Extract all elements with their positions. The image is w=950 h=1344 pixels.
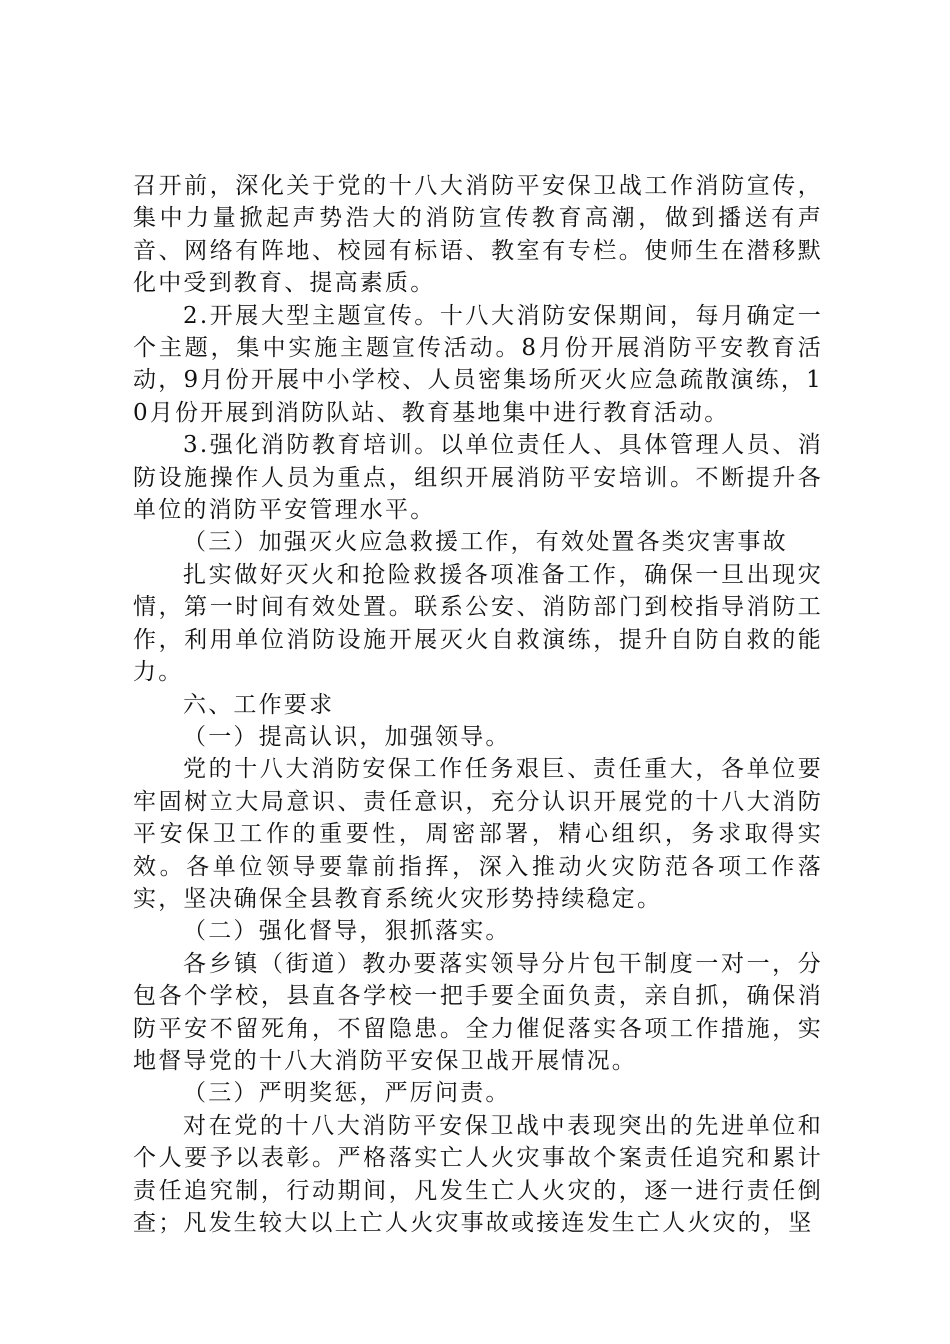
subheading-awareness: （一）提高认识，加强领导。 — [183, 723, 511, 750]
paragraph-publicity-continued: 召开前，深化关于党的十八大消防平安保卫战工作消防宣传，集中力量掀起声势浩大的消防宣传教育高潮，做到播送有声音、网络有阵地、校园有标语、教室有专栏。使师生在潜移默化中受到教育、提高素质。 — [133, 173, 823, 297]
paragraph-supervision: 各乡镇（街道）教办要落实领导分片包干制度一对一，分包各个学校，县直各学校一把手要全面负责，亲自抓，确保消防平安不留死角，不留隐患。全力催促落实各项工作措施，实地督导党的十八大消防平安保卫战开展情况。 — [133, 950, 823, 1074]
section-heading-rescue: （三）加强灭火应急救援工作，有效处置各类灾害事故 — [183, 529, 788, 556]
section-heading-requirements: 六、工作要求 — [183, 691, 335, 718]
subheading-accountability: （三）严明奖惩，严厉问责。 — [183, 1080, 511, 1107]
subheading-supervision: （二）强化督导，狠抓落实。 — [183, 918, 511, 945]
document-body — [133, 170, 823, 1239]
paragraph-awareness: 党的十八大消防安保工作任务艰巨、责任重大，各单位要牢固树立大局意识、责任意识，充分认识开展党的十八大消防平安保卫工作的重要性，周密部署，精心组织，务求取得实效。各单位领导要靠前指挥，深入推动火灾防范各项工作落实，坚决确保全县教育系统火灾形势持续稳定。 — [133, 756, 823, 912]
paragraph-education-training: 3.强化消防教育培训。以单位责任人、具体管理人员、消防设施操作人员为重点，组织开展消防平安培训。不断提升各单位的消防平安管理水平。 — [133, 432, 823, 524]
paragraph-rescue-preparation: 扎实做好灭火和抢险救援各项准备工作，确保一旦出现灾情，第一时间有效处置。联系公安、消防部门到校指导消防工作，利用单位消防设施开展灭火自救演练，提升自防自救的能力。 — [133, 561, 823, 686]
paragraph-theme-publicity: 2.开展大型主题宣传。十八大消防安保期间，每月确定一个主题，集中实施主题宣传活动。8月份开展消防平安教育活动，9月份开展中小学校、人员密集场所灭火应急疏散演练，10月份开展到消防队站、教育基地集中进行教育活动。 — [133, 302, 823, 426]
paragraph-accountability: 对在党的十八大消防平安保卫战中表现突出的先进单位和个人要予以表彰。严格落实亡人火灾事故个案责任追究和累计责任追究制，行动期间，凡发生亡人火灾的，逐一进行责任倒查；凡发生较大以上亡人火灾事故或接连发生亡人火灾的，坚 — [133, 1112, 823, 1236]
